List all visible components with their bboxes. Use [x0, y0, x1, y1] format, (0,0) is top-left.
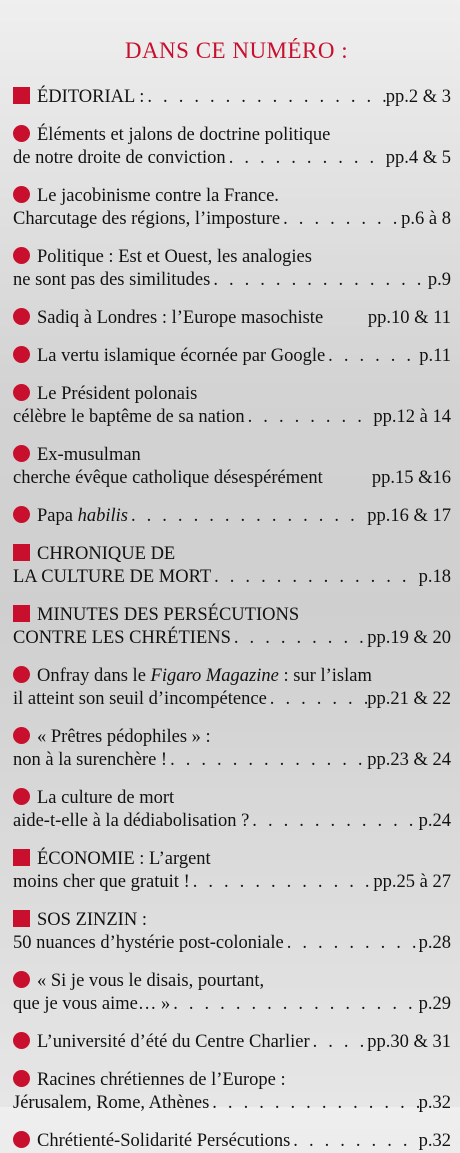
entry-last-line — [13, 749, 451, 772]
entry-text — [13, 406, 245, 429]
entry-text-content: que je vous aime… » — [13, 994, 171, 1014]
contents-entry — [13, 787, 460, 833]
entry-text-content: CONTRE LES CHRÉTIENS — [13, 628, 231, 648]
entry-last-line — [13, 345, 451, 368]
entry-last-line — [13, 208, 451, 231]
entry-title-text: « Si je vous le disais, pourtant, — [37, 971, 265, 991]
entry-text — [13, 810, 249, 833]
entry-text-content: Papa — [37, 506, 78, 526]
page-reference: p.24 — [418, 811, 451, 831]
entry-title-line — [13, 604, 460, 627]
entry-title-text: Racines chrétiennes de l’Europe : — [37, 1070, 286, 1090]
contents-entry — [13, 505, 460, 528]
dot-leader — [310, 1031, 368, 1054]
entry-text — [13, 932, 284, 955]
entry-text-content: non à la surenchère ! — [13, 750, 168, 770]
dot-leader — [211, 566, 419, 589]
entry-last-line — [13, 871, 451, 894]
page-reference: pp.12 à 14 — [373, 407, 451, 427]
red-circle-bullet-icon — [13, 666, 30, 683]
red-circle-bullet-icon — [13, 727, 30, 744]
entry-text-content: Charcutage des régions, l’imposture — [13, 209, 281, 229]
page-reference: pp.2 & 3 — [385, 87, 451, 107]
entry-title-line — [13, 726, 460, 749]
entry-title-text: : sur l’islam — [278, 666, 372, 686]
dot-leader — [245, 406, 374, 429]
page-reference: p.6 à 8 — [401, 209, 451, 229]
dot-leader — [128, 505, 367, 528]
entry-title-text: Le jacobinisme contre la France. — [37, 186, 279, 206]
entry-text-content: ne sont pas des similitudes — [13, 270, 211, 290]
entry-last-line — [13, 688, 451, 711]
page-reference: pp.23 & 24 — [367, 750, 451, 770]
entry-last-line — [13, 406, 451, 429]
entry-title-line — [13, 1069, 460, 1092]
red-circle-bullet-icon — [13, 1131, 30, 1148]
red-circle-bullet-icon — [13, 125, 30, 142]
entry-last-line — [13, 627, 451, 650]
contents-entry — [13, 345, 460, 368]
page-reference: pp.10 & 11 — [367, 308, 451, 328]
entry-title-text: Éléments et jalons de doctrine politique — [37, 125, 331, 145]
entry-text — [13, 993, 170, 1016]
entry-title-line — [13, 909, 460, 932]
contents-entry — [13, 246, 460, 292]
entry-text-italic: habilis — [77, 506, 128, 526]
contents-entry — [13, 124, 460, 170]
entry-text — [13, 467, 323, 490]
contents-entry — [13, 726, 460, 772]
entry-title-text: ÉCONOMIE : L’argent — [37, 849, 211, 869]
entry-last-line — [13, 932, 451, 955]
page-reference: p.32 — [418, 1131, 451, 1151]
dot-leader — [209, 1092, 418, 1115]
contents-entry — [13, 970, 460, 1016]
entry-text — [13, 208, 280, 231]
dot-leader — [267, 688, 367, 711]
entry-text — [13, 86, 144, 109]
entry-text — [13, 566, 211, 589]
contents-entry — [13, 383, 460, 429]
entry-text-content: 50 nuances d’hystérie post-coloniale — [13, 933, 284, 953]
entry-title-text: Le Président polonais — [37, 384, 198, 404]
entry-last-line — [13, 147, 451, 170]
entry-text-content: cherche évêque catholique désespérément — [13, 468, 323, 488]
entry-title-line — [13, 185, 460, 208]
entry-title-text: La culture de mort — [37, 788, 175, 808]
red-circle-bullet-icon — [13, 247, 30, 264]
entry-title-text: « Prêtres pédophiles » : — [37, 727, 211, 747]
entry-text — [13, 1092, 209, 1115]
entry-title-text: MINUTES DES PERSÉCUTIONS — [37, 605, 300, 625]
entry-title-line — [13, 787, 460, 810]
red-square-bullet-icon — [13, 605, 30, 622]
entry-last-line — [13, 1130, 451, 1153]
entry-title-line — [13, 246, 460, 269]
entry-text-content: LA CULTURE DE MORT — [13, 567, 212, 587]
entry-text-content: Jérusalem, Rome, Athènes — [13, 1093, 210, 1113]
entry-last-line — [13, 993, 451, 1016]
entry-text-content: Chrétienté-Solidarité Persécutions — [37, 1131, 291, 1151]
entry-last-line — [13, 1031, 451, 1054]
contents-heading: DANS CE NUMÉRO : — [124, 38, 349, 63]
red-square-bullet-icon — [13, 87, 30, 104]
contents-entry — [13, 665, 460, 711]
page-reference: pp.30 & 31 — [367, 1032, 451, 1052]
contents-entry — [13, 86, 460, 109]
dot-leader — [144, 86, 385, 109]
red-circle-bullet-icon — [13, 971, 30, 988]
entry-text — [13, 505, 128, 528]
entry-text-content: ÉDITORIAL : — [37, 87, 145, 107]
red-circle-bullet-icon — [13, 308, 30, 325]
red-square-bullet-icon — [13, 910, 30, 927]
dot-leader — [170, 993, 418, 1016]
contents-entry — [13, 1031, 460, 1054]
entry-text-content: il atteint son seuil d’incompétence — [13, 689, 267, 709]
red-circle-bullet-icon — [13, 346, 30, 363]
contents-entry — [13, 1130, 460, 1153]
page-reference: p.9 — [427, 270, 451, 290]
red-circle-bullet-icon — [13, 788, 30, 805]
entry-text-content: de notre droite de conviction — [13, 148, 226, 168]
contents-entry — [13, 909, 460, 955]
entry-last-line — [13, 1092, 451, 1115]
entry-text-content: L’université d’été du Centre Charlier — [37, 1032, 310, 1052]
contents-entry — [13, 604, 460, 650]
entry-title-line — [13, 124, 460, 147]
entry-title-text: CHRONIQUE DE — [37, 544, 176, 564]
entry-title-text: SOS ZINZIN : — [37, 910, 147, 930]
entry-title-line — [13, 543, 460, 566]
dot-leader — [249, 810, 418, 833]
entry-text — [13, 1130, 290, 1153]
contents-entry — [13, 1069, 460, 1115]
dot-leader — [280, 208, 401, 231]
entry-last-line — [13, 269, 451, 292]
dot-leader — [284, 932, 419, 955]
dot-leader — [167, 749, 367, 772]
red-circle-bullet-icon — [13, 384, 30, 401]
red-circle-bullet-icon — [13, 1032, 30, 1049]
page-reference: pp.16 & 17 — [367, 506, 451, 526]
entry-text — [13, 871, 190, 894]
page-reference: p.32 — [418, 1093, 451, 1113]
entry-title-text: Ex-musulman — [37, 445, 141, 465]
entry-title-text: Onfray dans le — [37, 666, 151, 686]
contents-entry — [13, 848, 460, 894]
entry-text — [13, 1031, 310, 1054]
red-square-bullet-icon — [13, 544, 30, 561]
entry-title-line — [13, 665, 460, 688]
entry-title-italic: Figaro Magazine — [150, 666, 279, 686]
entry-title-line — [13, 444, 460, 467]
dot-leader — [226, 147, 386, 170]
page-reference: pp.15 &16 — [371, 468, 451, 488]
entry-text — [13, 749, 167, 772]
entry-last-line — [13, 467, 451, 490]
entry-text — [13, 307, 323, 330]
entry-title-text: Politique : Est et Ouest, les analogies — [37, 247, 312, 267]
dot-leader — [190, 871, 374, 894]
page-reference: p.11 — [419, 346, 451, 366]
page-reference: p.18 — [418, 567, 451, 587]
entry-title-line — [13, 970, 460, 993]
entry-last-line — [13, 307, 451, 330]
contents-entry — [13, 185, 460, 231]
entry-title-line — [13, 848, 460, 871]
page-reference: p.29 — [418, 994, 451, 1014]
entry-text — [13, 269, 210, 292]
page-reference: pp.4 & 5 — [385, 148, 451, 168]
entry-text — [13, 627, 231, 650]
red-circle-bullet-icon — [13, 445, 30, 462]
entry-last-line — [13, 86, 451, 109]
contents-entry — [13, 543, 460, 589]
entry-title-line — [13, 383, 460, 406]
page-reference: pp.25 à 27 — [373, 872, 451, 892]
entry-text-content: moins cher que gratuit ! — [13, 872, 190, 892]
page-reference: pp.21 & 22 — [367, 689, 451, 709]
entry-text-content: Sadiq à Londres : l’Europe masochiste — [37, 308, 324, 328]
entry-last-line — [13, 810, 451, 833]
entry-text-content: célèbre le baptême de sa nation — [13, 407, 245, 427]
contents-list — [13, 86, 460, 1153]
entry-text — [13, 147, 226, 170]
entry-text-content: La vertu islamique écornée par Google — [37, 346, 326, 366]
red-square-bullet-icon — [13, 849, 30, 866]
entry-last-line — [13, 566, 451, 589]
dot-leader — [290, 1130, 418, 1153]
contents-entry — [13, 307, 460, 330]
entry-text — [13, 345, 325, 368]
dot-leader — [231, 627, 367, 650]
red-circle-bullet-icon — [13, 506, 30, 523]
red-circle-bullet-icon — [13, 1070, 30, 1087]
entry-last-line — [13, 505, 451, 528]
dot-leader — [325, 345, 419, 368]
page-reference: p.28 — [418, 933, 451, 953]
contents-entry — [13, 444, 460, 490]
red-circle-bullet-icon — [13, 186, 30, 203]
page-reference: pp.19 & 20 — [367, 628, 451, 648]
dot-leader — [210, 269, 428, 292]
entry-text — [13, 688, 267, 711]
entry-text-content: aide-t-elle à la dédiabolisation ? — [13, 811, 250, 831]
